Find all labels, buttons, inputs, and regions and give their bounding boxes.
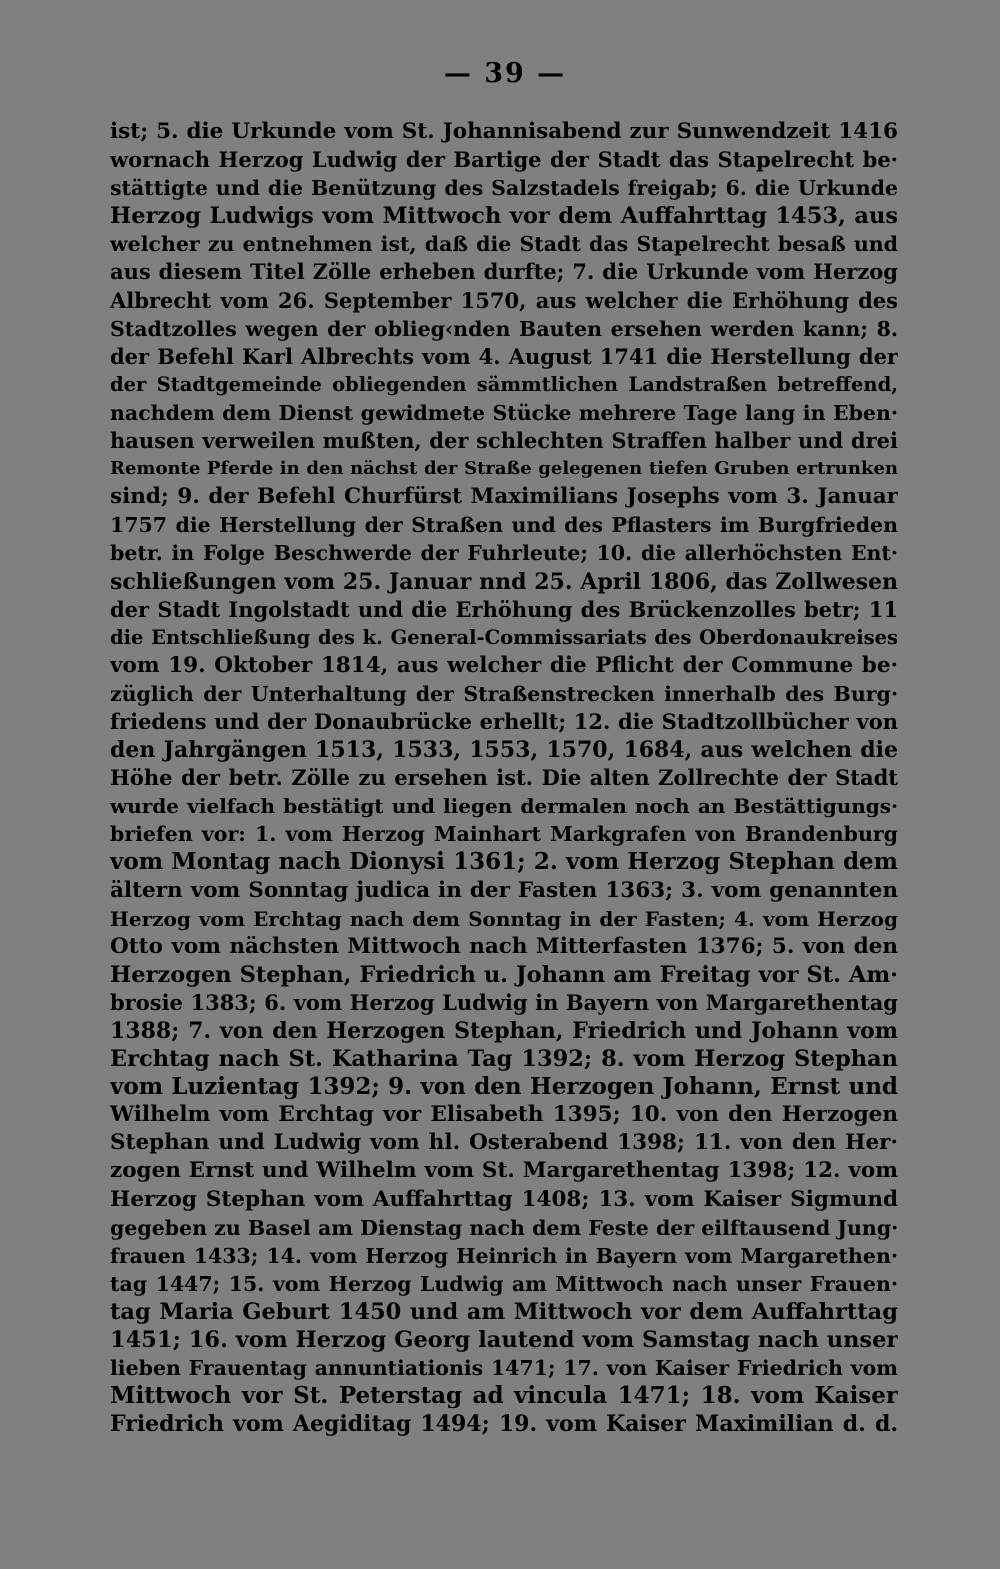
text-line: der Stadt Ingolstadt und die Erhöhung des Brückenzolles betr; 11: [110, 596, 898, 622]
text-line: 1451; 16. vom Herzog Georg lautend vom Samstag nach unser: [110, 1327, 898, 1354]
text-line: sind; 9. der Befehl Churfürst Maximilians Josephs vom 3. Januar: [110, 484, 898, 510]
text-line: zogen Ernst und Wilhelm vom St. Margarethentag 1398; 12. vom: [110, 1158, 898, 1184]
text-line: Otto vom nächsten Mittwoch nach Mitterfasten 1376; 5. von den: [110, 933, 898, 959]
page-number: — 39 —: [443, 58, 567, 89]
text-line: ist; 5. die Urkunde vom St. Johannisabend zur Sunwendzeit 1416: [110, 119, 898, 144]
text-line: Erchtag nach St. Katharina Tag 1392; 8. vom Herzog Stephan: [110, 1046, 898, 1073]
text-line: wornach Herzog Ludwig der Bartige der Stadt das Stapelrecht be·: [110, 147, 898, 173]
text-line: ältern vom Sonntag judica in der Fasten 1363; 3. vom genannten: [110, 877, 898, 903]
text-line: der Befehl Karl Albrechts vom 4. August 1741 die Herstellung der: [110, 343, 898, 369]
text-line: frauen 1433; 14. vom Herzog Heinrich in Bayern vom Margarethen·: [110, 1243, 898, 1268]
text-line: gegeben zu Basel am Dienstag nach dem Feste der eilftausend Jung·: [110, 1215, 898, 1240]
text-line: stättigte und die Benützung des Salzstadels freigab; 6. die Urkunde: [110, 176, 898, 201]
text-line: Remonte Pferde in den nächst der Straße gelegenen tiefen Gruben ertrunken: [110, 458, 898, 480]
text-line: briefen vor: 1. vom Herzog Mainhart Markgrafen von Brandenburg: [110, 822, 898, 847]
text-line: Wilhelm vom Erchtag vor Elisabeth 1395; 10. von den Herzogen: [110, 1102, 898, 1128]
text-line: Herzog Ludwigs vom Mittwoch vor dem Auffahrttag 1453, aus: [110, 203, 898, 230]
text-line: tag 1447; 15. vom Herzog Ludwig am Mittwoch nach unser Frauen·: [110, 1271, 898, 1296]
text-line: Höhe der betr. Zölle zu ersehen ist. Die alten Zollrechte der Stadt: [110, 765, 898, 791]
text-line: lieben Frauentag annuntiationis 1471; 17. von Kaiser Friedrich vom: [110, 1356, 898, 1381]
text-line: Mittwoch vor St. Peterstag ad vincula 1471; 18. vom Kaiser: [110, 1382, 898, 1410]
text-line: Friedrich vom Aegiditag 1494; 19. vom Kaiser Maximilian d. d.: [110, 1411, 898, 1438]
text-line: Stadtzolles wegen der oblieg‹nden Bauten ersehen werden kann; 8.: [110, 316, 898, 341]
text-line: tag Maria Geburt 1450 und am Mittwoch vor dem Auffahrttag: [110, 1298, 898, 1325]
text-line: vom Montag nach Dionysi 1361; 2. vom Herzog Stephan dem: [110, 848, 898, 876]
text-line: vom 19. Oktober 1814, aus welcher die Pflicht der Commune be·: [110, 652, 898, 678]
text-line: Herzogen Stephan, Friedrich u. Johann am Freitag vor St. Am·: [110, 961, 898, 988]
text-line: schließungen vom 25. Januar nnd 25. April 1806, das Zollwesen: [110, 568, 898, 595]
page-header: [0, 58, 1000, 98]
text-line: Stephan und Ludwig vom hl. Osterabend 1398; 11. von den Her·: [110, 1130, 898, 1156]
text-line: den Jahrgängen 1513, 1533, 1553, 1570, 1684, aus welchen die: [110, 737, 898, 764]
text-line: züglich der Unterhaltung der Straßenstrecken innerhalb des Burg·: [110, 681, 898, 706]
text-line: der Stadtgemeinde obliegenden sämmtlichen Landstraßen betreffend,: [110, 372, 898, 396]
text-line: Albrecht vom 26. September 1570, aus welcher die Erhöhung des: [110, 287, 898, 313]
body-text: [110, 118, 898, 1438]
text-line: aus diesem Titel Zölle erheben durfte; 7. die Urkunde vom Herzog: [110, 259, 898, 285]
text-line: Herzog vom Erchtag nach dem Sonntag in der Fasten; 4. vom Herzog: [110, 906, 898, 931]
text-line: nachdem dem Dienst gewidmete Stücke mehrere Tage lang in Eben·: [110, 400, 898, 425]
text-line: friedens und der Donaubrücke erhellt; 12. die Stadtzollbücher von: [110, 708, 898, 734]
text-line: vom Luzientag 1392; 9. von den Herzogen Johann, Ernst und: [110, 1073, 898, 1101]
text-line: hausen verweilen mußten, der schlechten Straffen halber und drei: [110, 428, 898, 454]
text-line: welcher zu entnehmen ist, daß die Stadt das Stapelrecht besaß und: [110, 232, 898, 257]
text-line: 1388; 7. von den Herzogen Stephan, Friedrich und Johann vom: [110, 1018, 898, 1044]
text-line: brosie 1383; 6. vom Herzog Ludwig in Bayern von Margarethentag: [110, 989, 898, 1015]
text-line: die Entschließung des k. General-Commissariats des Oberdonaukreises: [110, 625, 898, 649]
text-line: Herzog Stephan vom Auffahrttag 1408; 13. vom Kaiser Sigmund: [110, 1186, 898, 1212]
text-line: betr. in Folge Beschwerde der Fuhrleute; 10. die allerhöchsten Ent·: [110, 541, 898, 566]
text-line: 1757 die Herstellung der Straßen und des Pflasters im Burgfrieden: [110, 513, 898, 538]
text-line: wurde vielfach bestätigt und liegen dermalen noch an Bestättigungs·: [110, 794, 898, 819]
